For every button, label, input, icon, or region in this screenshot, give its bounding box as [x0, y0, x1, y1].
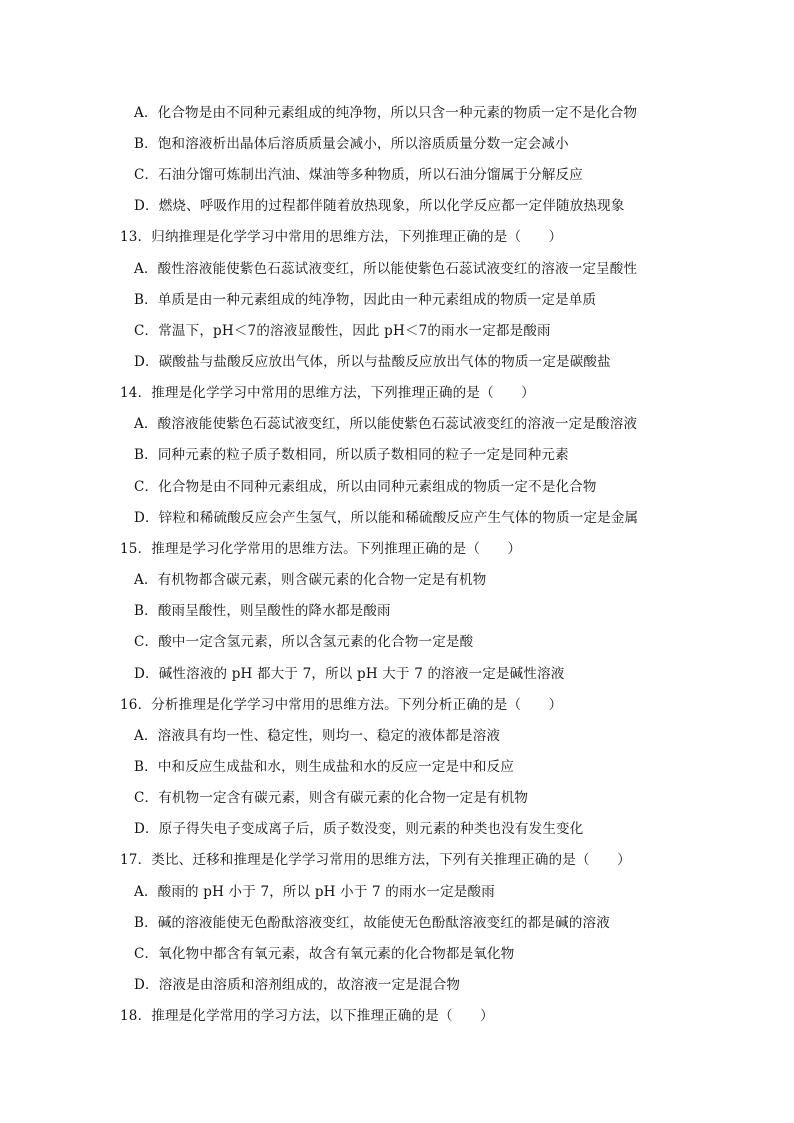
q14-stem: 14．推理是化学学习中常用的思维方法，下列推理正确的是（ ） — [120, 385, 535, 401]
q12-option-b: B．饱和溶液析出晶体后溶质质量会减小，所以溶质质量分数一定会减小 — [134, 136, 569, 152]
q15-stem: 15．推理是学习化学常用的思维方法。下列推理正确的是（ ） — [120, 541, 522, 557]
q18-stem: 18．推理是化学常用的学习方法，以下推理正确的是（ ） — [120, 1008, 494, 1024]
q15-option-b: B．酸雨呈酸性，则呈酸性的降水都是酸雨 — [134, 603, 391, 619]
q14-option-d: D．锌粒和稀硫酸反应会产生氢气，所以能和稀硫酸反应产生气体的物质一定是金属 — [134, 510, 639, 526]
q14-option-c: C．化合物是由不同种元素组成，所以由同种元素组成的物质一定不是化合物 — [134, 479, 597, 495]
q13-stem: 13．归纳推理是化学学习中常用的思维方法，下列推理正确的是（ ） — [120, 229, 563, 245]
q12-option-c: C．石油分馏可炼制出汽油、煤油等多种物质，所以石油分馏属于分解反应 — [134, 167, 583, 183]
q17-option-b: B．碱的溶液能使无色酚酞溶液变红，故能使无色酚酞溶液变红的都是碱的溶液 — [134, 915, 610, 931]
q16-option-d: D．原子得失电子变成离子后，质子数没变，则元素的种类也没有发生变化 — [134, 821, 584, 837]
q13-option-b: B．单质是由一种元素组成的纯净物，因此由一种元素组成的物质一定是单质 — [134, 292, 597, 308]
q12-option-a: A．化合物是由不同种元素组成的纯净物，所以只含一种元素的物质一定不是化合物 — [134, 105, 638, 121]
q13-option-c: C．常温下，pH＜7的溶液显酸性，因此 pH＜7的雨水一定都是酸雨 — [134, 323, 551, 339]
q17-option-a: A．酸雨的 pH 小于 7，所以 pH 小于 7 的雨水一定是酸雨 — [134, 884, 495, 900]
q17-option-c: C．氧化物中都含有氧元素，故含有氧元素的化合物都是氧化物 — [134, 946, 515, 962]
q15-option-a: A．有机物都含碳元素，则含碳元素的化合物一定是有机物 — [134, 572, 487, 588]
q14-option-b: B．同种元素的粒子质子数相同，所以质子数相同的粒子一定是同种元素 — [134, 447, 569, 463]
q15-option-d: D．碱性溶液的 pH 都大于 7，所以 pH 大于 7 的溶液一定是碱性溶液 — [134, 666, 565, 682]
q17-stem: 17．类比、迁移和推理是化学学习常用的思维方法，下列有关推理正确的是（ ） — [120, 852, 631, 868]
q12-option-d: D．燃烧、呼吸作用的过程都伴随着放热现象，所以化学反应都一定伴随放热现象 — [134, 198, 625, 214]
q16-option-c: C．有机物一定含有碳元素，则含有碳元素的化合物一定是有机物 — [134, 790, 529, 806]
q16-stem: 16．分析推理是化学学习中常用的思维方法。下列分析正确的是（ ） — [120, 697, 563, 713]
q13-option-d: D．碳酸盐与盐酸反应放出气体，所以与盐酸反应放出气体的物质一定是碳酸盐 — [134, 354, 611, 370]
q15-option-c: C．酸中一定含氢元素，所以含氢元素的化合物一定是酸 — [134, 634, 474, 650]
q17-option-d: D．溶液是由溶质和溶剂组成的，故溶液一定是混合物 — [134, 977, 461, 993]
q16-option-a: A．溶液具有均一性、稳定性，则均一、稳定的液体都是溶液 — [134, 728, 501, 744]
q14-option-a: A．酸溶液能使紫色石蕊试液变红，所以能使紫色石蕊试液变红的溶液一定是酸溶液 — [134, 416, 638, 432]
q16-option-b: B．中和反应生成盐和水，则生成盐和水的反应一定是中和反应 — [134, 759, 515, 775]
q13-option-a: A．酸性溶液能使紫色石蕊试液变红，所以能使紫色石蕊试液变红的溶液一定呈酸性 — [134, 261, 638, 277]
